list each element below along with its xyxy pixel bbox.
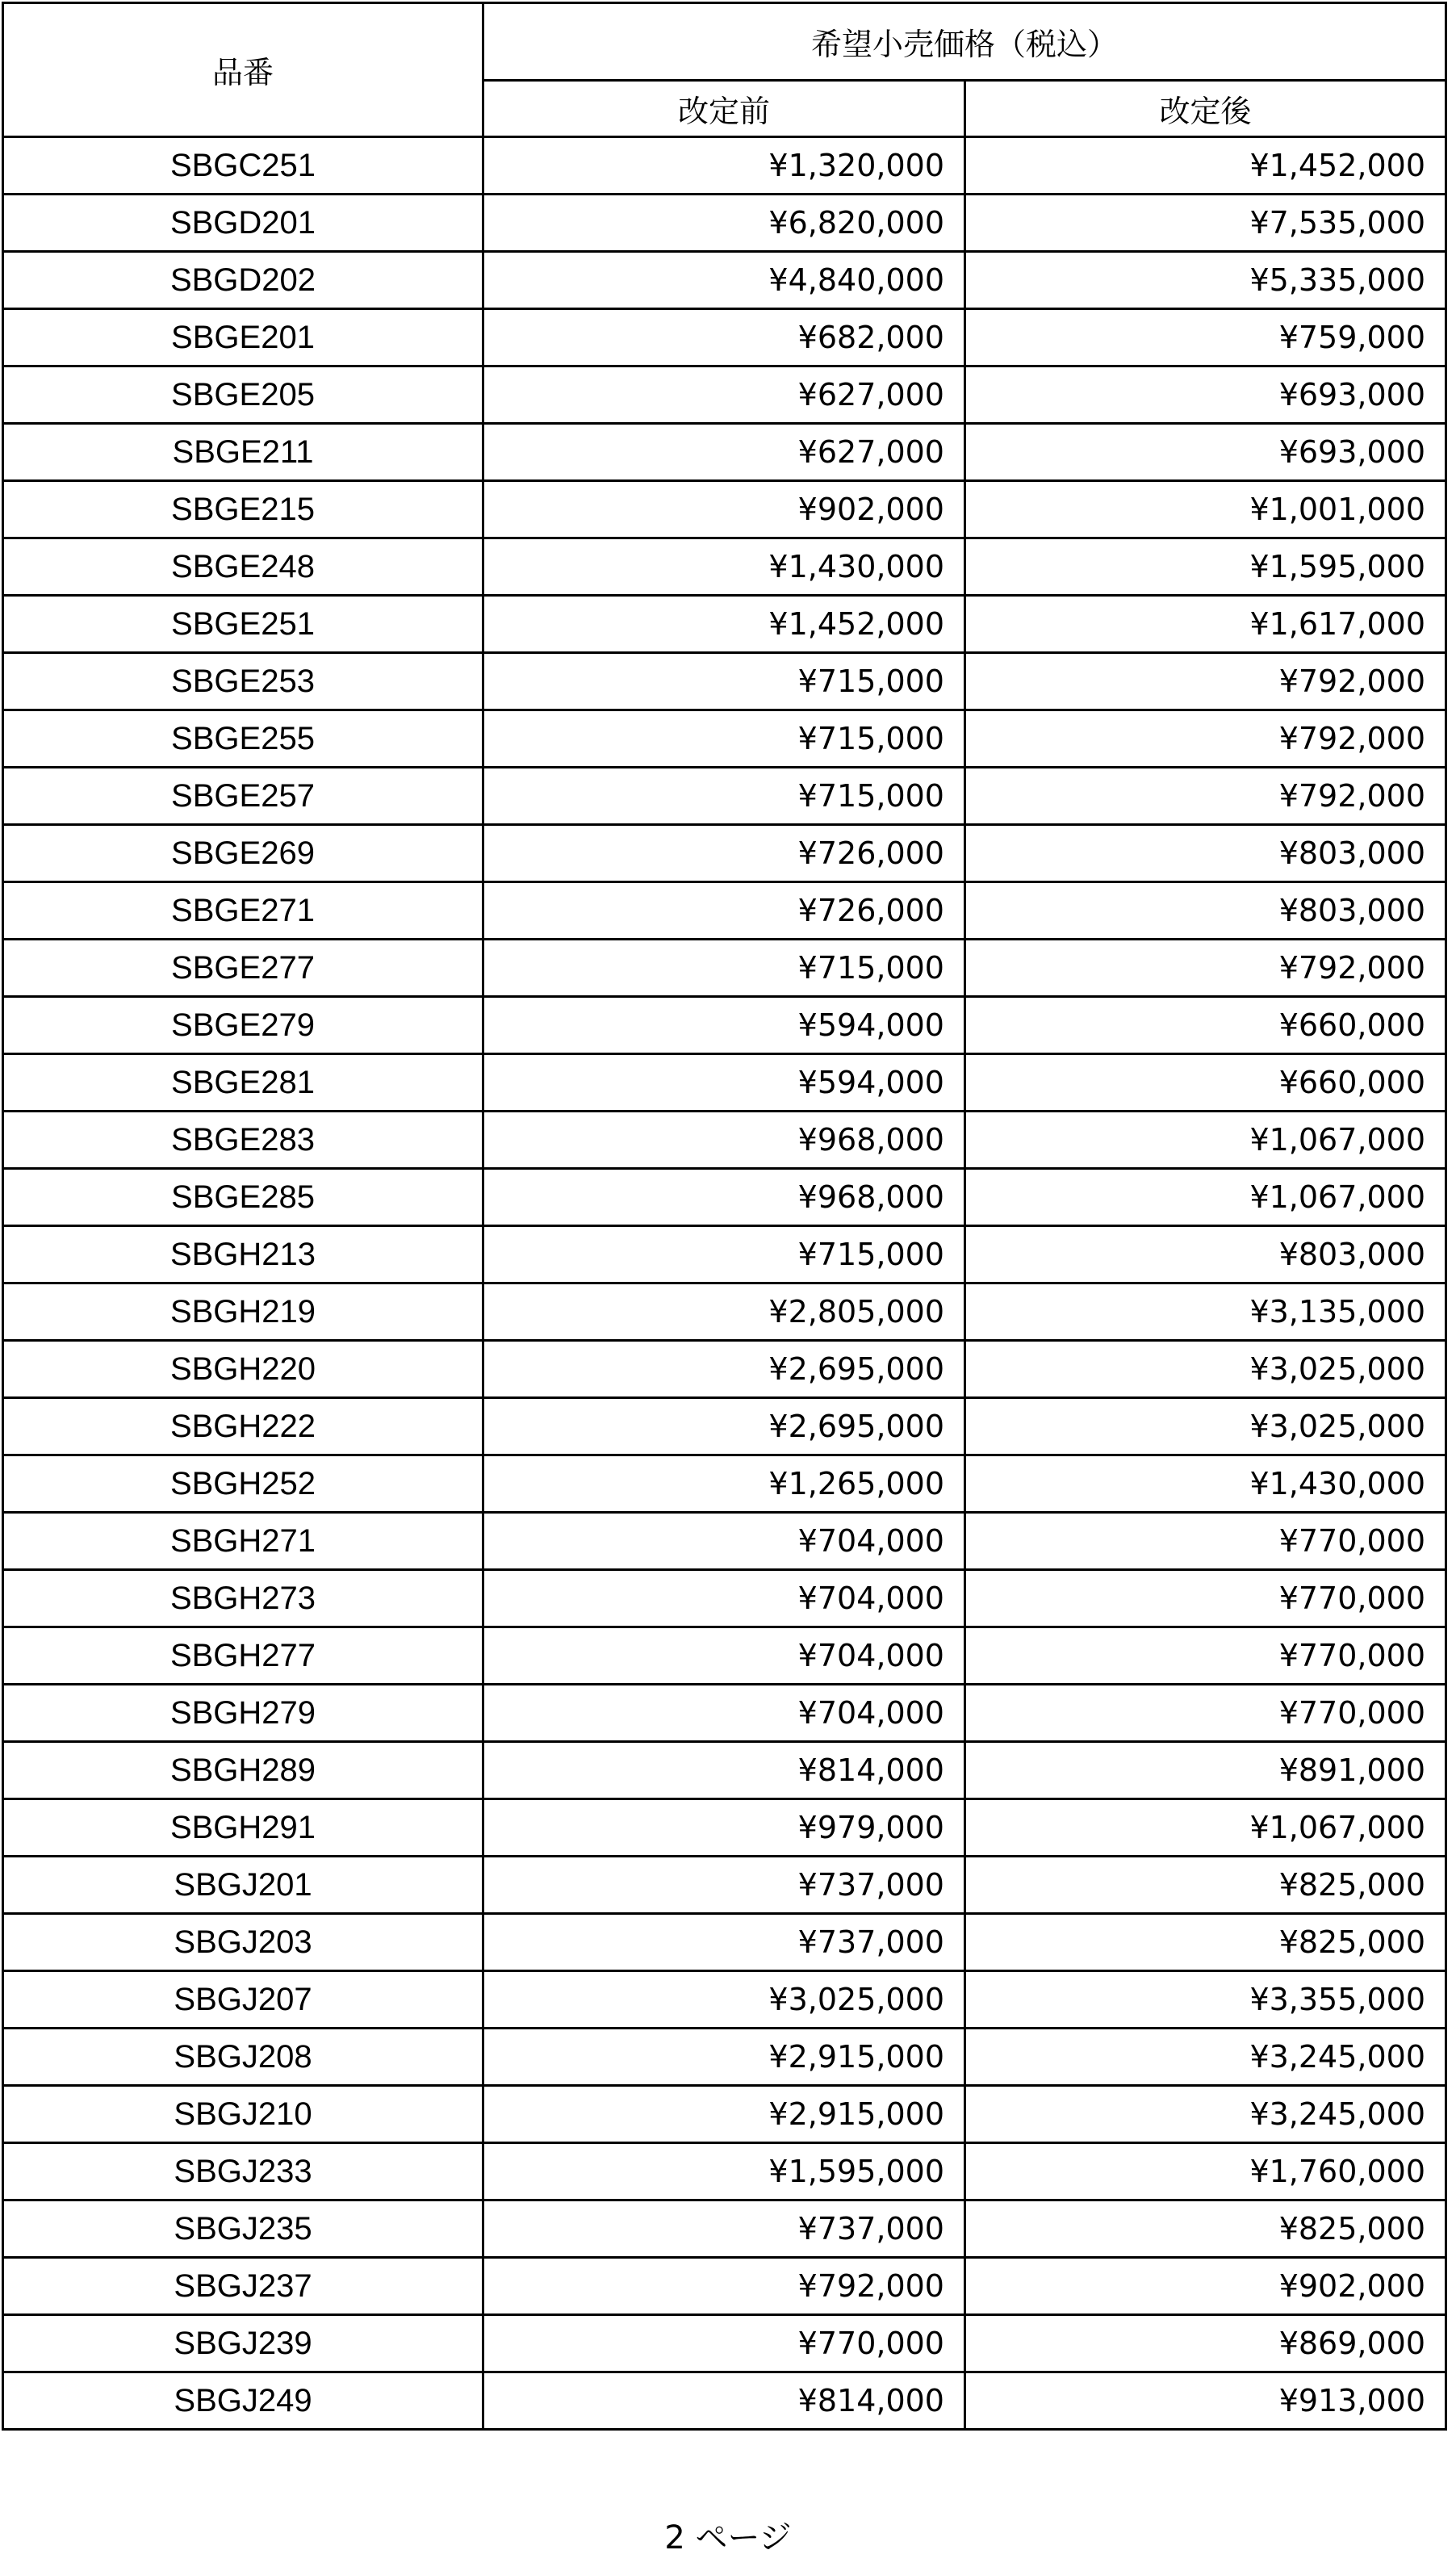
price-before-cell: ¥704,000 bbox=[483, 1685, 965, 1742]
model-number-cell: SBGE255 bbox=[3, 710, 483, 768]
model-number-cell: SBGE201 bbox=[3, 309, 483, 366]
price-before-cell: ¥704,000 bbox=[483, 1570, 965, 1627]
price-before-cell: ¥2,915,000 bbox=[483, 2029, 965, 2086]
price-after-cell: ¥825,000 bbox=[965, 1914, 1446, 1971]
price-before-cell: ¥704,000 bbox=[483, 1513, 965, 1570]
price-before-cell: ¥715,000 bbox=[483, 710, 965, 768]
table-row bbox=[3, 882, 1446, 940]
model-number-cell: SBGE205 bbox=[3, 366, 483, 424]
price-after-cell: ¥759,000 bbox=[965, 309, 1446, 366]
model-number-cell: SBGJ233 bbox=[3, 2143, 483, 2200]
model-number-cell: SBGD202 bbox=[3, 252, 483, 309]
model-number-cell: SBGH273 bbox=[3, 1570, 483, 1627]
table-row bbox=[3, 1226, 1446, 1283]
model-number-cell: SBGJ237 bbox=[3, 2258, 483, 2315]
header-price-before: 改定前 bbox=[483, 81, 965, 137]
price-before-cell: ¥1,452,000 bbox=[483, 596, 965, 653]
price-after-cell: ¥693,000 bbox=[965, 424, 1446, 481]
price-after-cell: ¥803,000 bbox=[965, 1226, 1446, 1283]
price-after-cell: ¥770,000 bbox=[965, 1685, 1446, 1742]
price-before-cell: ¥2,915,000 bbox=[483, 2086, 965, 2143]
price-after-cell: ¥660,000 bbox=[965, 1054, 1446, 1112]
price-before-cell: ¥6,820,000 bbox=[483, 195, 965, 252]
table-row bbox=[3, 2200, 1446, 2258]
price-before-cell: ¥737,000 bbox=[483, 1914, 965, 1971]
table-row bbox=[3, 424, 1446, 481]
price-after-cell: ¥7,535,000 bbox=[965, 195, 1446, 252]
model-number-cell: SBGE251 bbox=[3, 596, 483, 653]
table-row bbox=[3, 596, 1446, 653]
table-row bbox=[3, 1742, 1446, 1799]
table-row bbox=[3, 1513, 1446, 1570]
table-row bbox=[3, 710, 1446, 768]
model-number-cell: SBGJ201 bbox=[3, 1857, 483, 1914]
price-before-cell: ¥902,000 bbox=[483, 481, 965, 538]
price-after-cell: ¥3,355,000 bbox=[965, 1971, 1446, 2029]
price-before-cell: ¥4,840,000 bbox=[483, 252, 965, 309]
model-number-cell: SBGE285 bbox=[3, 1169, 483, 1226]
model-number-cell: SBGE269 bbox=[3, 825, 483, 882]
model-number-cell: SBGE279 bbox=[3, 997, 483, 1054]
model-number-cell: SBGH271 bbox=[3, 1513, 483, 1570]
price-after-cell: ¥1,760,000 bbox=[965, 2143, 1446, 2200]
table-row bbox=[3, 252, 1446, 309]
model-number-cell: SBGC251 bbox=[3, 137, 483, 195]
model-number-cell: SBGE215 bbox=[3, 481, 483, 538]
model-number-cell: SBGH291 bbox=[3, 1799, 483, 1857]
table-row bbox=[3, 2029, 1446, 2086]
price-after-cell: ¥792,000 bbox=[965, 940, 1446, 997]
price-before-cell: ¥726,000 bbox=[483, 825, 965, 882]
price-after-cell: ¥1,001,000 bbox=[965, 481, 1446, 538]
model-number-cell: SBGJ235 bbox=[3, 2200, 483, 2258]
model-number-cell: SBGH219 bbox=[3, 1283, 483, 1341]
price-before-cell: ¥726,000 bbox=[483, 882, 965, 940]
price-before-cell: ¥814,000 bbox=[483, 2372, 965, 2430]
price-before-cell: ¥2,695,000 bbox=[483, 1398, 965, 1455]
table-header-row bbox=[3, 3, 1446, 81]
price-after-cell: ¥902,000 bbox=[965, 2258, 1446, 2315]
table-row bbox=[3, 997, 1446, 1054]
price-after-cell: ¥770,000 bbox=[965, 1513, 1446, 1570]
model-number-cell: SBGH289 bbox=[3, 1742, 483, 1799]
price-after-cell: ¥891,000 bbox=[965, 1742, 1446, 1799]
table-row bbox=[3, 1627, 1446, 1685]
table-row bbox=[3, 1914, 1446, 1971]
price-after-cell: ¥825,000 bbox=[965, 2200, 1446, 2258]
table-row bbox=[3, 1685, 1446, 1742]
price-revision-table bbox=[2, 2, 1447, 2431]
price-after-cell: ¥1,430,000 bbox=[965, 1455, 1446, 1513]
price-before-cell: ¥814,000 bbox=[483, 1742, 965, 1799]
table-row bbox=[3, 1398, 1446, 1455]
header-price-after: 改定後 bbox=[965, 81, 1446, 137]
table-row bbox=[3, 2315, 1446, 2372]
price-before-cell: ¥715,000 bbox=[483, 1226, 965, 1283]
price-after-cell: ¥3,025,000 bbox=[965, 1398, 1446, 1455]
price-before-cell: ¥792,000 bbox=[483, 2258, 965, 2315]
price-before-cell: ¥1,265,000 bbox=[483, 1455, 965, 1513]
price-after-cell: ¥1,617,000 bbox=[965, 596, 1446, 653]
model-number-cell: SBGE211 bbox=[3, 424, 483, 481]
price-after-cell: ¥770,000 bbox=[965, 1570, 1446, 1627]
price-before-cell: ¥715,000 bbox=[483, 940, 965, 997]
price-after-cell: ¥660,000 bbox=[965, 997, 1446, 1054]
table-row bbox=[3, 195, 1446, 252]
table-row bbox=[3, 2086, 1446, 2143]
table-row bbox=[3, 1570, 1446, 1627]
model-number-cell: SBGH213 bbox=[3, 1226, 483, 1283]
model-number-cell: SBGE281 bbox=[3, 1054, 483, 1112]
price-after-cell: ¥1,595,000 bbox=[965, 538, 1446, 596]
table-row bbox=[3, 1799, 1446, 1857]
price-after-cell: ¥770,000 bbox=[965, 1627, 1446, 1685]
model-number-cell: SBGE271 bbox=[3, 882, 483, 940]
price-after-cell: ¥3,135,000 bbox=[965, 1283, 1446, 1341]
model-number-cell: SBGH222 bbox=[3, 1398, 483, 1455]
table-row bbox=[3, 2143, 1446, 2200]
price-before-cell: ¥704,000 bbox=[483, 1627, 965, 1685]
price-before-cell: ¥594,000 bbox=[483, 1054, 965, 1112]
price-after-cell: ¥3,025,000 bbox=[965, 1341, 1446, 1398]
price-after-cell: ¥3,245,000 bbox=[965, 2086, 1446, 2143]
price-before-cell: ¥1,595,000 bbox=[483, 2143, 965, 2200]
table-row bbox=[3, 825, 1446, 882]
price-after-cell: ¥913,000 bbox=[965, 2372, 1446, 2430]
table-row bbox=[3, 137, 1446, 195]
table-row bbox=[3, 366, 1446, 424]
model-number-cell: SBGE253 bbox=[3, 653, 483, 710]
table-row bbox=[3, 538, 1446, 596]
price-before-cell: ¥2,695,000 bbox=[483, 1341, 965, 1398]
price-before-cell: ¥968,000 bbox=[483, 1169, 965, 1226]
header-model-number: 品番 bbox=[3, 3, 483, 137]
price-after-cell: ¥1,067,000 bbox=[965, 1169, 1446, 1226]
price-before-cell: ¥1,320,000 bbox=[483, 137, 965, 195]
table-row bbox=[3, 1112, 1446, 1169]
price-before-cell: ¥627,000 bbox=[483, 366, 965, 424]
price-after-cell: ¥792,000 bbox=[965, 653, 1446, 710]
model-number-cell: SBGD201 bbox=[3, 195, 483, 252]
table-row bbox=[3, 1283, 1446, 1341]
price-before-cell: ¥737,000 bbox=[483, 2200, 965, 2258]
price-before-cell: ¥627,000 bbox=[483, 424, 965, 481]
price-before-cell: ¥968,000 bbox=[483, 1112, 965, 1169]
table-row bbox=[3, 1341, 1446, 1398]
price-after-cell: ¥1,067,000 bbox=[965, 1799, 1446, 1857]
price-before-cell: ¥3,025,000 bbox=[483, 1971, 965, 2029]
price-before-cell: ¥2,805,000 bbox=[483, 1283, 965, 1341]
table-row bbox=[3, 1857, 1446, 1914]
price-table-body bbox=[3, 3, 1446, 2430]
model-number-cell: SBGJ208 bbox=[3, 2029, 483, 2086]
price-before-cell: ¥715,000 bbox=[483, 653, 965, 710]
model-number-cell: SBGJ239 bbox=[3, 2315, 483, 2372]
model-number-cell: SBGE257 bbox=[3, 768, 483, 825]
price-before-cell: ¥737,000 bbox=[483, 1857, 965, 1914]
price-after-cell: ¥1,067,000 bbox=[965, 1112, 1446, 1169]
table-row bbox=[3, 309, 1446, 366]
table-row bbox=[3, 1054, 1446, 1112]
price-before-cell: ¥594,000 bbox=[483, 997, 965, 1054]
price-after-cell: ¥803,000 bbox=[965, 825, 1446, 882]
price-after-cell: ¥869,000 bbox=[965, 2315, 1446, 2372]
table-row bbox=[3, 2372, 1446, 2430]
price-after-cell: ¥1,452,000 bbox=[965, 137, 1446, 195]
model-number-cell: SBGJ210 bbox=[3, 2086, 483, 2143]
price-after-cell: ¥693,000 bbox=[965, 366, 1446, 424]
table-row bbox=[3, 481, 1446, 538]
price-after-cell: ¥792,000 bbox=[965, 768, 1446, 825]
model-number-cell: SBGJ249 bbox=[3, 2372, 483, 2430]
table-row bbox=[3, 2258, 1446, 2315]
price-after-cell: ¥792,000 bbox=[965, 710, 1446, 768]
price-before-cell: ¥979,000 bbox=[483, 1799, 965, 1857]
price-after-cell: ¥3,245,000 bbox=[965, 2029, 1446, 2086]
table-row bbox=[3, 940, 1446, 997]
table-row bbox=[3, 1169, 1446, 1226]
table-row bbox=[3, 1455, 1446, 1513]
model-number-cell: SBGH277 bbox=[3, 1627, 483, 1685]
price-before-cell: ¥1,430,000 bbox=[483, 538, 965, 596]
model-number-cell: SBGE248 bbox=[3, 538, 483, 596]
model-number-cell: SBGH220 bbox=[3, 1341, 483, 1398]
model-number-cell: SBGJ203 bbox=[3, 1914, 483, 1971]
model-number-cell: SBGE283 bbox=[3, 1112, 483, 1169]
price-after-cell: ¥803,000 bbox=[965, 882, 1446, 940]
model-number-cell: SBGH279 bbox=[3, 1685, 483, 1742]
price-before-cell: ¥682,000 bbox=[483, 309, 965, 366]
model-number-cell: SBGJ207 bbox=[3, 1971, 483, 2029]
price-before-cell: ¥715,000 bbox=[483, 768, 965, 825]
table-row bbox=[3, 653, 1446, 710]
header-suggested-retail-price: 希望小売価格（税込） bbox=[483, 3, 1446, 81]
price-after-cell: ¥5,335,000 bbox=[965, 252, 1446, 309]
page-number: 2 ページ bbox=[664, 2519, 792, 2556]
table-row bbox=[3, 1971, 1446, 2029]
table-row bbox=[3, 768, 1446, 825]
model-number-cell: SBGH252 bbox=[3, 1455, 483, 1513]
price-before-cell: ¥770,000 bbox=[483, 2315, 965, 2372]
model-number-cell: SBGE277 bbox=[3, 940, 483, 997]
price-after-cell: ¥825,000 bbox=[965, 1857, 1446, 1914]
